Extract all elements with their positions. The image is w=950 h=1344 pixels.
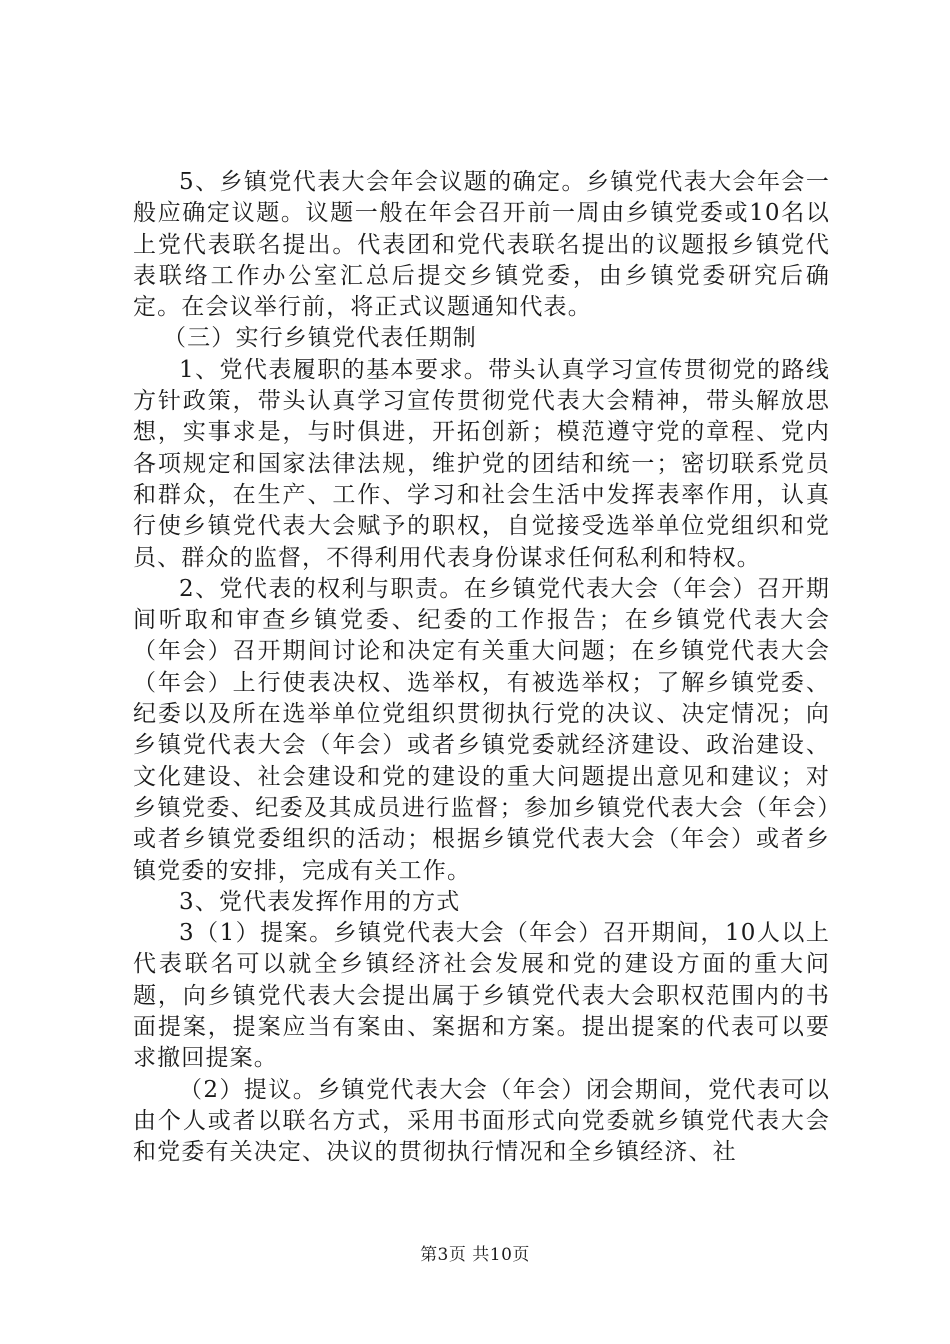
- paragraph-suggestions: （2）提议。乡镇党代表大会（年会）闭会期间，党代表可以由个人或者以联名方式，采用书面形式向党委就乡镇党代表大会和党委有关决定、决议的贯彻执行情况和全乡镇经济、社: [133, 1076, 830, 1166]
- paragraph-proposals: 3（1）提案。乡镇党代表大会（年会）召开期间，10人以上代表联名可以就全乡镇经济社会发展和党的建设方面的重大问题，向乡镇党代表大会提出属于乡镇党代表大会职权范围内的书面提案，提案应当有案由、案据和方案。提出提案的代表可以要求撤回提案。: [133, 920, 830, 1072]
- section-heading-term-system: （三）实行乡镇党代表任期制: [163, 325, 477, 352]
- page-number-footer: 第3页 共10页: [420, 1245, 530, 1265]
- paragraph-agenda: 5、乡镇党代表大会年会议题的确定。乡镇党代表大会年会一般应确定议题。议题一般在年会召开前一周由乡镇党委或10名以上党代表联名提出。代表团和党代表联名提出的议题报乡镇党代表联络工作办公室汇总后提交乡镇党委，由乡镇党委研究后确定。在会议举行前，将正式议题通知代表。: [133, 169, 830, 321]
- paragraph-ways-of-functioning: 3、党代表发挥作用的方式: [179, 888, 461, 915]
- document-body: [133, 167, 830, 1169]
- paragraph-rights-duties: 2、党代表的权利与职责。在乡镇党代表大会（年会）召开期间听取和审查乡镇党委、纪委的工作报告；在乡镇党代表大会（年会）召开期间讨论和决定有关重大问题；在乡镇党代表大会（年会）上行使表决权、选举权，有被选举权；了解乡镇党委、纪委以及所在选举单位党组织贯彻执行党的决议、决定情况；向乡镇党代表大会（年会）或者乡镇党委就经济建设、政治建设、文化建设、社会建设和党的建设的重大问题提出意见和建议；对乡镇党委、纪委及其成员进行监督；参加乡镇党代表大会（年会）或者乡镇党委组织的活动；根据乡镇党代表大会（年会）或者乡镇党委的安排，完成有关工作。: [133, 575, 830, 884]
- paragraph-basic-requirements: 1、党代表履职的基本要求。带头认真学习宣传贯彻党的路线方针政策，带头认真学习宣传贯彻党代表大会精神，带头解放思想，实事求是，与时俱进，开拓创新；模范遵守党的章程、党内各项规定和国家法律法规，维护党的团结和统一；密切联系党员和群众，在生产、工作、学习和社会生活中发挥表率作用，认真行使乡镇党代表大会赋予的职权，自觉接受选举单位党组织和党员、群众的监督，不得利用代表身份谋求任何私利和特权。: [133, 356, 830, 571]
